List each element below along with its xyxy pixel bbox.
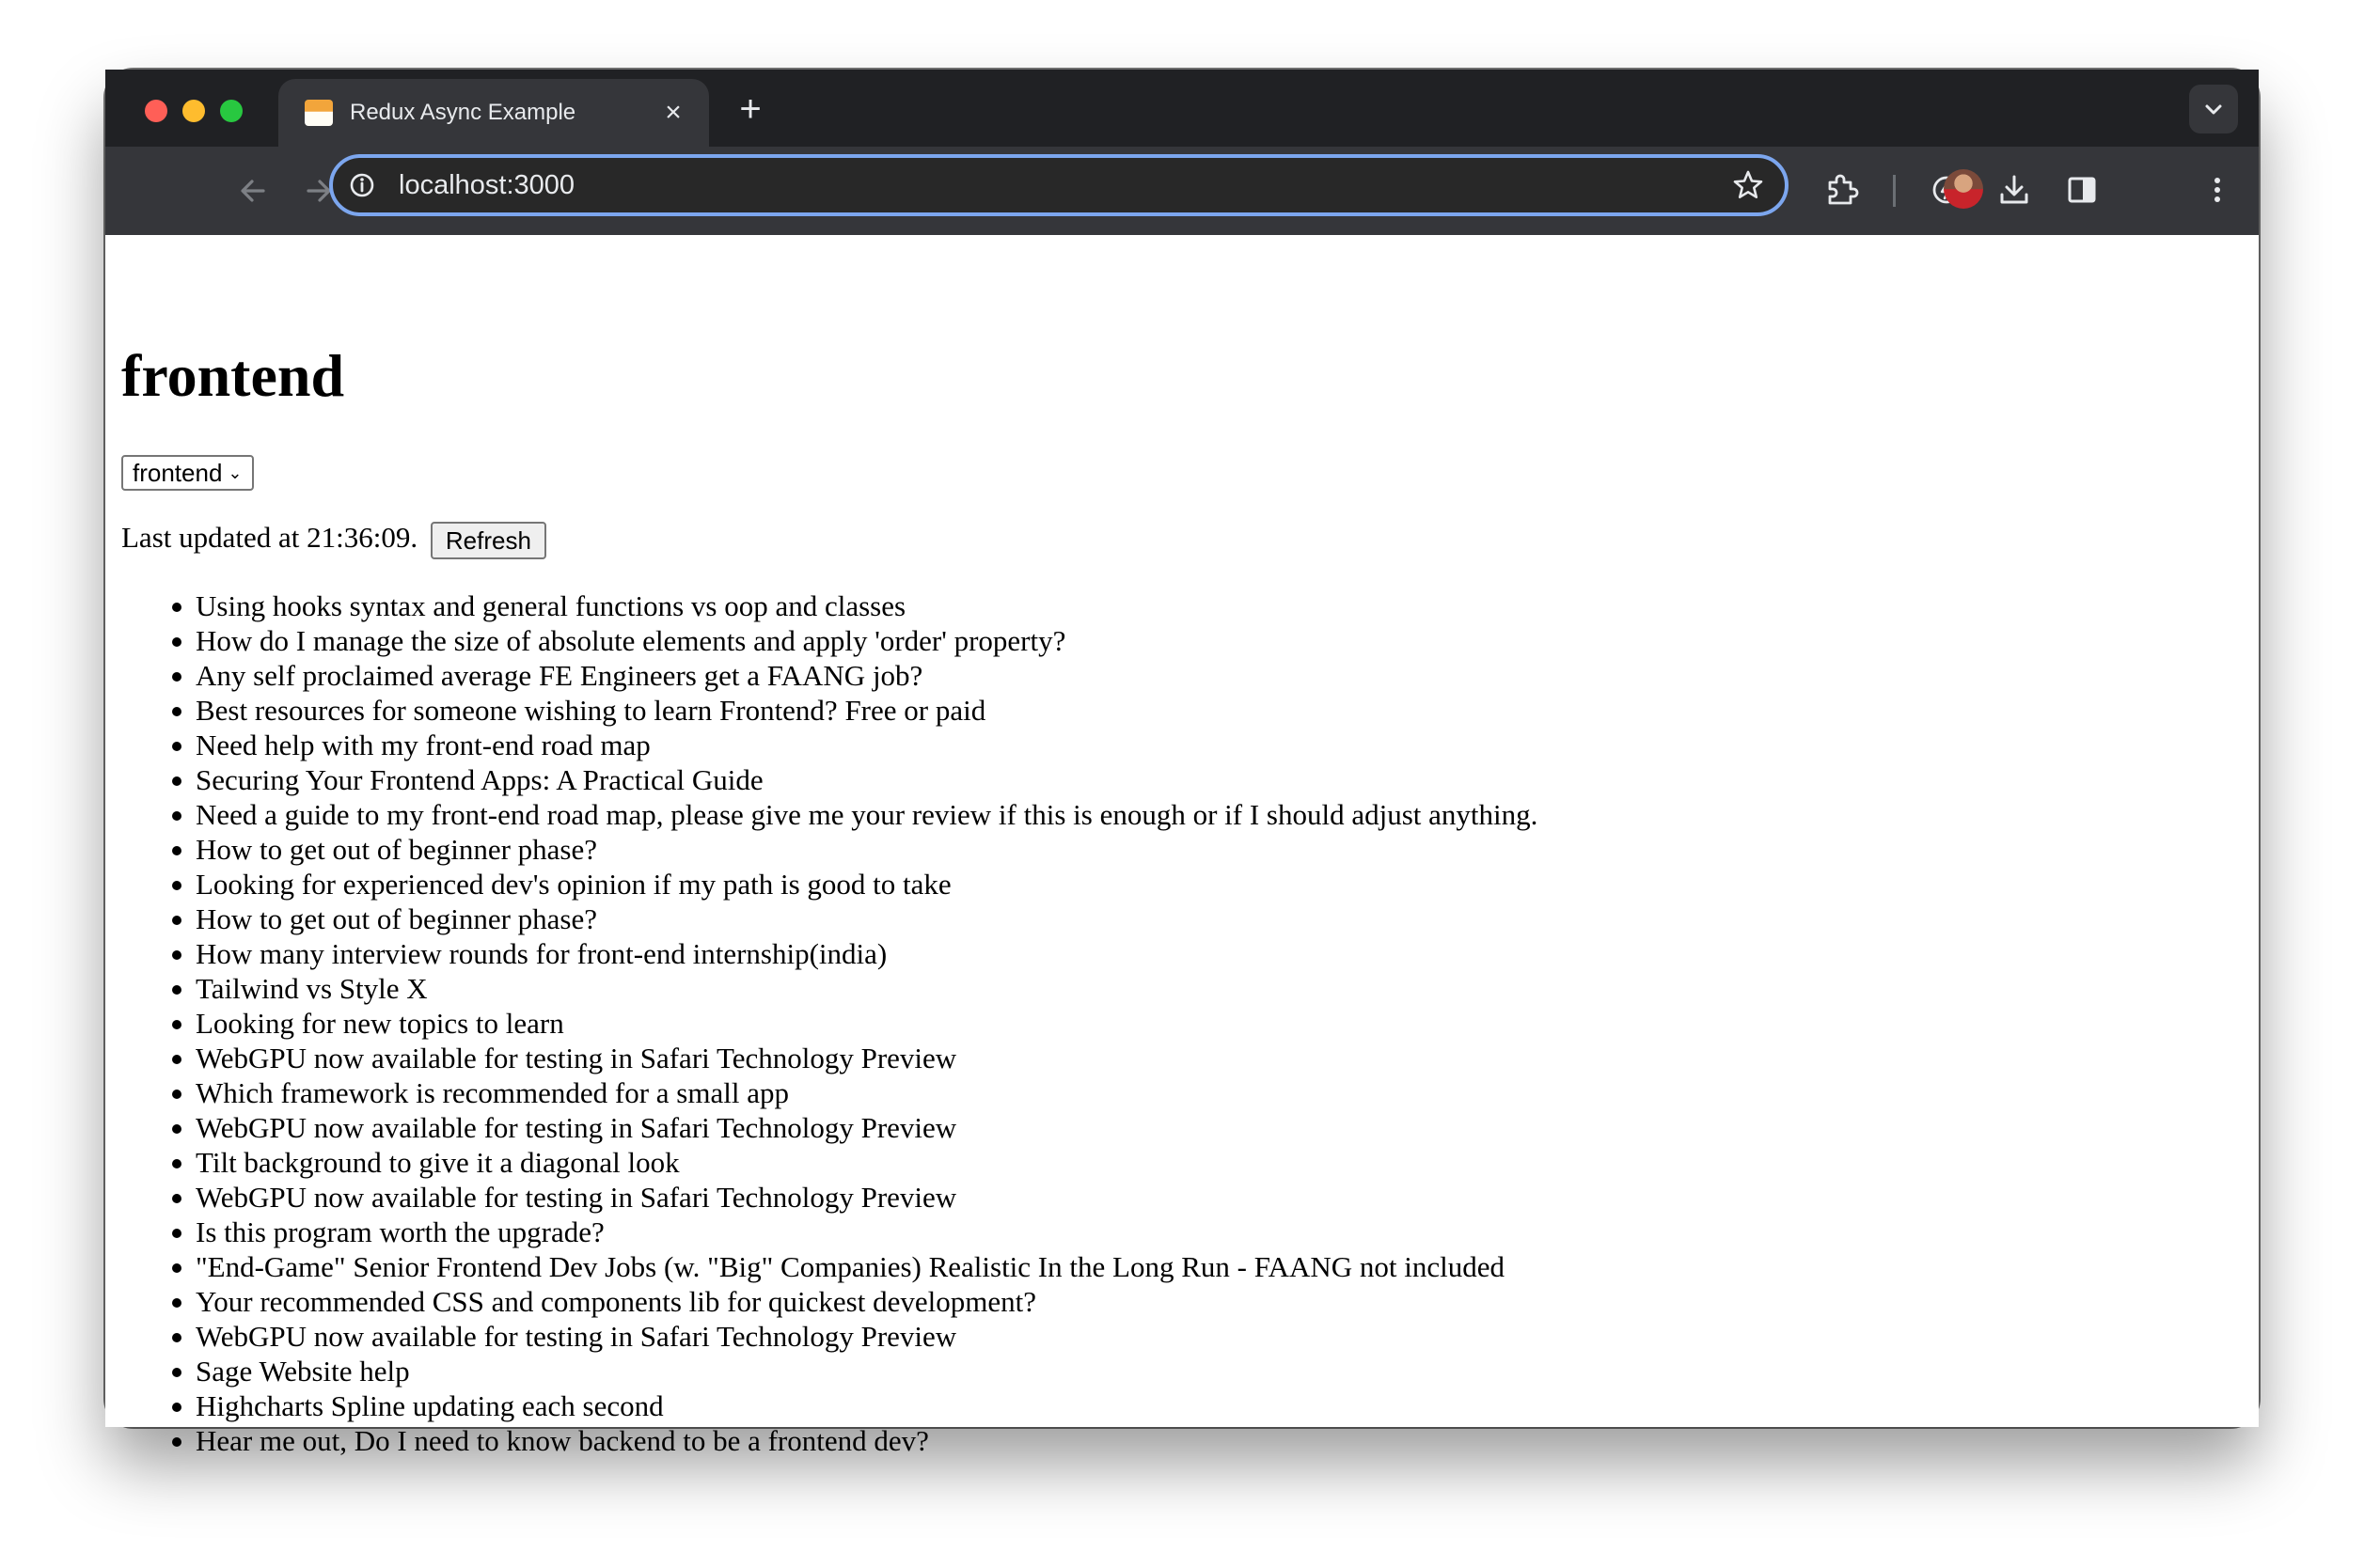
download-icon <box>1992 167 2037 212</box>
back-button[interactable] <box>229 167 276 214</box>
list-item: WebGPU now available for testing in Safari Technology Preview <box>105 1319 1537 1354</box>
refresh-button[interactable]: Refresh <box>431 522 546 559</box>
toolbar-separator <box>1893 175 1896 207</box>
list-item: How do I manage the size of absolute elements and apply 'order' property? <box>105 623 1537 658</box>
select-value: frontend <box>133 459 223 487</box>
back-icon <box>229 167 276 214</box>
subreddit-select[interactable] <box>121 455 254 491</box>
page-content <box>105 235 2259 1457</box>
list-item: Best resources for someone wishing to learn Frontend? Free or paid <box>105 693 1537 728</box>
side-panel-icon <box>2059 167 2104 212</box>
tab-search-icon <box>2189 85 2238 133</box>
info-icon[interactable] <box>348 171 376 199</box>
list-item: Need a guide to my front-end road map, please give me your review if this is enough or if I should adjust anything. <box>105 797 1537 832</box>
close-window-button[interactable] <box>145 100 167 122</box>
extensions-button[interactable] <box>1819 167 1864 212</box>
list-item: WebGPU now available for testing in Safari Technology Preview <box>105 1180 1537 1215</box>
minimize-window-button[interactable] <box>182 100 205 122</box>
tab-close-icon[interactable]: × <box>665 97 682 128</box>
last-updated-row <box>121 519 546 559</box>
list-item: Hear me out, Do I need to know backend to be a frontend dev? <box>105 1423 1537 1458</box>
maximize-window-button[interactable] <box>220 100 243 122</box>
list-item: Which framework is recommended for a small app <box>105 1075 1537 1110</box>
list-item: Tilt background to give it a diagonal look <box>105 1145 1537 1180</box>
tab-strip <box>105 70 2259 147</box>
tab-search-button[interactable] <box>2189 85 2238 133</box>
side-panel-button[interactable] <box>2059 167 2104 212</box>
new-tab-button[interactable]: + <box>739 88 762 130</box>
browser-window <box>105 70 2259 1457</box>
bookmark-star-icon[interactable] <box>1730 167 1766 203</box>
page-title: frontend <box>121 342 345 409</box>
extensions-icon <box>1819 167 1864 212</box>
list-item: Your recommended CSS and components lib for quickest development? <box>105 1284 1537 1319</box>
tab-title: Redux Async Example <box>350 100 576 125</box>
list-item: Using hooks syntax and general functions vs oop and classes <box>105 588 1537 623</box>
list-item: Highcharts Spline updating each second <box>105 1388 1537 1423</box>
url-text[interactable]: localhost:3000 <box>399 170 575 200</box>
list-item: Sage Website help <box>105 1354 1537 1388</box>
more-menu-icon <box>2195 167 2240 212</box>
list-item: Looking for experienced dev's opinion if my path is good to take <box>105 867 1537 902</box>
downloads-button[interactable] <box>1992 167 2037 212</box>
list-item: Need help with my front-end road map <box>105 728 1537 762</box>
list-item: How to get out of beginner phase? <box>105 832 1537 867</box>
list-item: Tailwind vs Style X <box>105 971 1537 1006</box>
address-bar[interactable] <box>329 154 1789 216</box>
chevron-down-icon: ⌄ <box>228 463 243 482</box>
profile-avatar[interactable] <box>1944 169 1983 209</box>
more-menu-button[interactable] <box>2195 167 2240 212</box>
list-item: WebGPU now available for testing in Safari Technology Preview <box>105 1041 1537 1075</box>
list-item: Looking for new topics to learn <box>105 1006 1537 1041</box>
list-item: Is this program worth the upgrade? <box>105 1215 1537 1249</box>
last-updated-text: Last updated at 21:36:09. <box>121 521 418 554</box>
browser-toolbar <box>105 147 2259 235</box>
list-item: Securing Your Frontend Apps: A Practical Guide <box>105 762 1537 797</box>
tab-favicon-icon <box>305 100 333 126</box>
active-tab[interactable] <box>278 79 709 147</box>
post-list <box>105 588 1537 1458</box>
list-item: "End-Game" Senior Frontend Dev Jobs (w. "Big" Companies) Realistic In the Long Run - FAANG not included <box>105 1249 1537 1284</box>
list-item: Any self proclaimed average FE Engineers get a FAANG job? <box>105 658 1537 693</box>
list-item: WebGPU now available for testing in Safari Technology Preview <box>105 1110 1537 1145</box>
list-item: How to get out of beginner phase? <box>105 902 1537 936</box>
list-item: How many interview rounds for front-end internship(india) <box>105 936 1537 971</box>
